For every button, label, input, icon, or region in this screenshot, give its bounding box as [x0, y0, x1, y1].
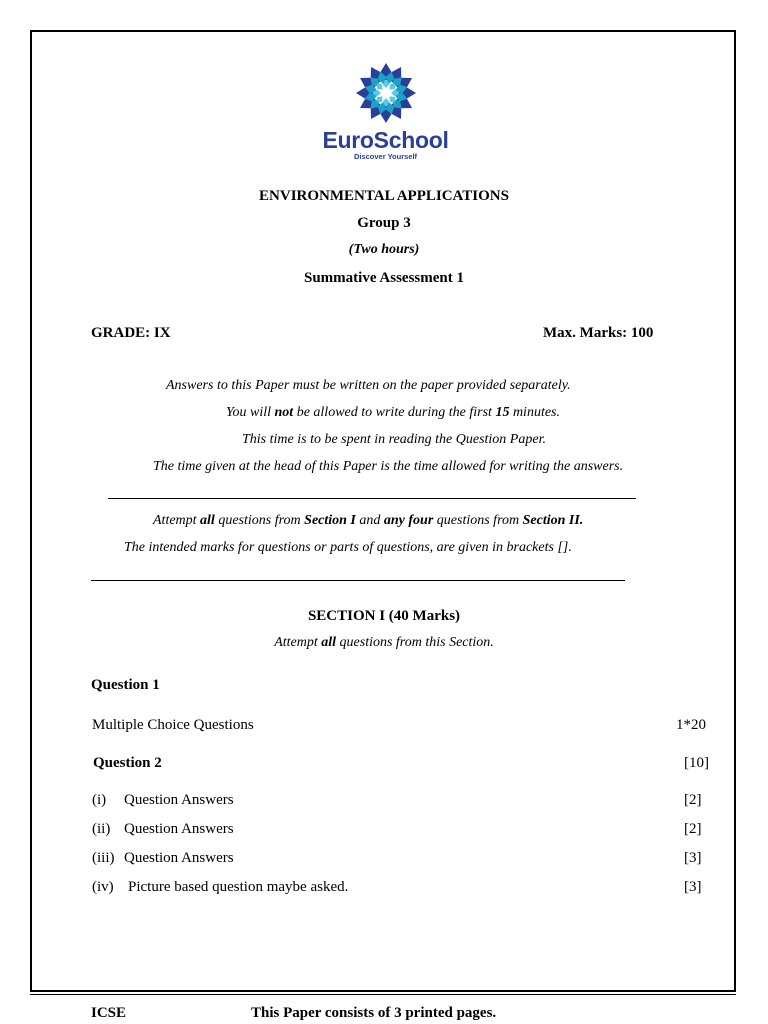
question-2-marks: [10]: [684, 755, 709, 771]
logo-brand: EuroSchool: [322, 127, 449, 153]
instruction-line-3: This time is to be spent in reading the Question Paper.: [242, 432, 546, 447]
logo-center: [381, 88, 391, 98]
part-number: (ii): [92, 821, 111, 837]
instruction-line-2: You will not be allowed to write during the first 15 minutes.: [226, 405, 560, 420]
subject-title: ENVIRONMENTAL APPLICATIONS: [259, 188, 509, 204]
marks-note: The intended marks for questions or parts of questions, are given in brackets [].: [124, 540, 572, 555]
question-2-title: Question 2: [93, 755, 162, 771]
divider-line-2: [91, 580, 625, 581]
part-text: Picture based question maybe asked.: [128, 879, 349, 895]
question-1-desc: Multiple Choice Questions: [92, 717, 254, 733]
footer-pages: This Paper consists of 3 printed pages.: [251, 1005, 497, 1021]
part-number: (i): [92, 792, 107, 808]
logo-tagline: Discover Yourself: [353, 152, 418, 161]
instruction-line-1: Answers to this Paper must be written on the paper provided separately.: [166, 378, 571, 393]
logo-petal: [389, 97, 395, 103]
divider-line-1: [108, 498, 636, 499]
part-marks: [3]: [684, 879, 702, 895]
attempt-instruction: Attempt all questions from Section I and any four questions from Section II.: [153, 513, 584, 528]
grade-label: GRADE: IX: [91, 325, 171, 341]
flower-logo-icon: [355, 62, 417, 124]
part-number: (iii): [92, 850, 115, 866]
part-marks: [2]: [684, 821, 702, 837]
euroschool-logo: [318, 62, 453, 161]
footer-board: ICSE: [91, 1005, 127, 1021]
instruction-line-4: The time given at the head of this Paper is the time allowed for writing the answers.: [153, 459, 624, 474]
part-number: (iv): [92, 879, 114, 895]
max-marks-label: Max. Marks: 100: [543, 325, 654, 341]
part-text: Question Answers: [124, 821, 234, 837]
part-marks: [2]: [684, 792, 702, 808]
logo-petal: [376, 84, 382, 90]
page-border: [30, 30, 736, 992]
section-title: SECTION I (40 Marks): [307, 608, 461, 624]
duration-label: (Two hours): [348, 242, 420, 257]
group-label: Group 3: [357, 215, 411, 231]
part-text: Question Answers: [124, 792, 234, 808]
section-note: Attempt all questions from this Section.: [274, 635, 494, 650]
question-1-title: Question 1: [91, 677, 160, 693]
part-marks: [3]: [684, 850, 702, 866]
logo-petal: [376, 97, 382, 103]
assessment-label: Summative Assessment 1: [304, 270, 464, 286]
question-1-marks: 1*20: [676, 717, 706, 733]
part-text: Question Answers: [124, 850, 234, 866]
logo-petal: [389, 84, 395, 90]
